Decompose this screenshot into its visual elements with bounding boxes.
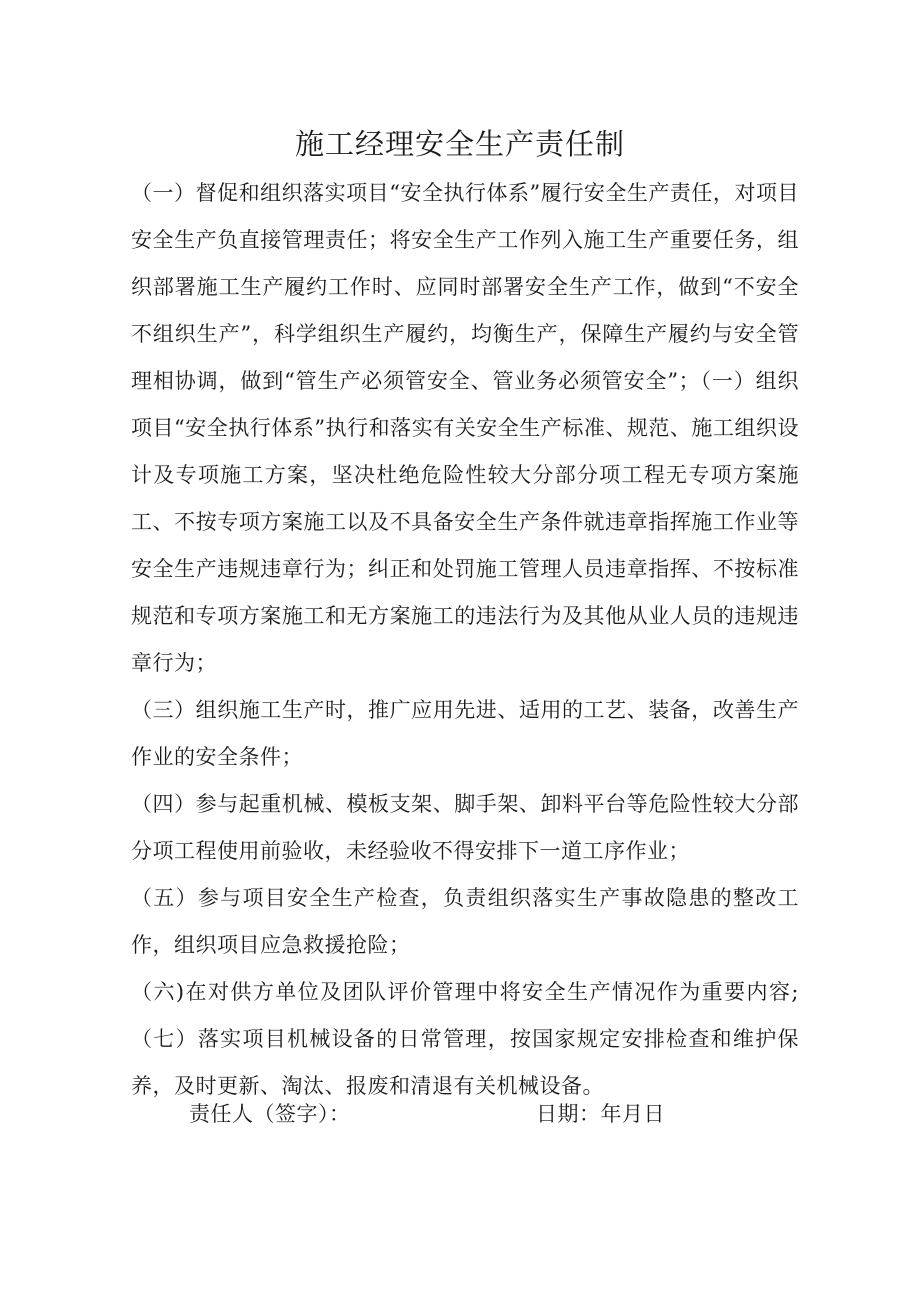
paragraph-5: （五）参与项目安全生产检查，负责组织落实生产事故隐患的整改工作，组织项目应急救援抢险； <box>131 886 799 957</box>
document-body <box>131 170 799 1110</box>
signature-label: 责任人（签字）： <box>189 1102 351 1126</box>
paragraph-1: （一）督促和组织落实项目“安全执行体系”履行安全生产责任，对项目安全生产负直接管理责任；将安全生产工作列入施工生产重要任务，组织部署施工生产履约工作时、应同时部署安全生产工作，做到“不安全不组织生产”，科学组织生产履约，均衡生产，保障生产履约与安全管理相协调，做到“管生产必须管安全、管业务必须管安全”；（一）组织项目“安全执行体系”执行和落实有关安全生产标准、规范、施工组织设计及专项施工方案，坚决杜绝危险性较大分部分项工程无专项方案施工、不按专项方案施工以及不具备安全生产条件就违章指挥施工作业等安全生产违规违章行为；纠正和处罚施工管理人员违章指挥、不按标准规范和专项方案施工和无方案施工的违法行为及其他从业人员的违规违章行为； <box>131 181 799 675</box>
date-label: 日期：年月日 <box>536 1102 665 1126</box>
paragraph-3: （三）组织施工生产时，推广应用先进、适用的工艺、装备，改善生产作业的安全条件； <box>131 698 799 769</box>
paragraph-6: （六)在对供方单位及团队评价管理中将安全生产情况作为重要内容;（七）落实项目机械设备的日常管理，按国家规定安排检查和维护保养，及时更新、淘汰、报废和清退有关机械设备。 <box>131 980 799 1098</box>
paragraph-4: （四）参与起重机械、模板支架、脚手架、卸料平台等危险性较大分部分项工程使用前验收，未经验收不得安排下一道工序作业； <box>131 792 799 863</box>
document-title: 施工经理安全生产责任制 <box>294 127 625 161</box>
